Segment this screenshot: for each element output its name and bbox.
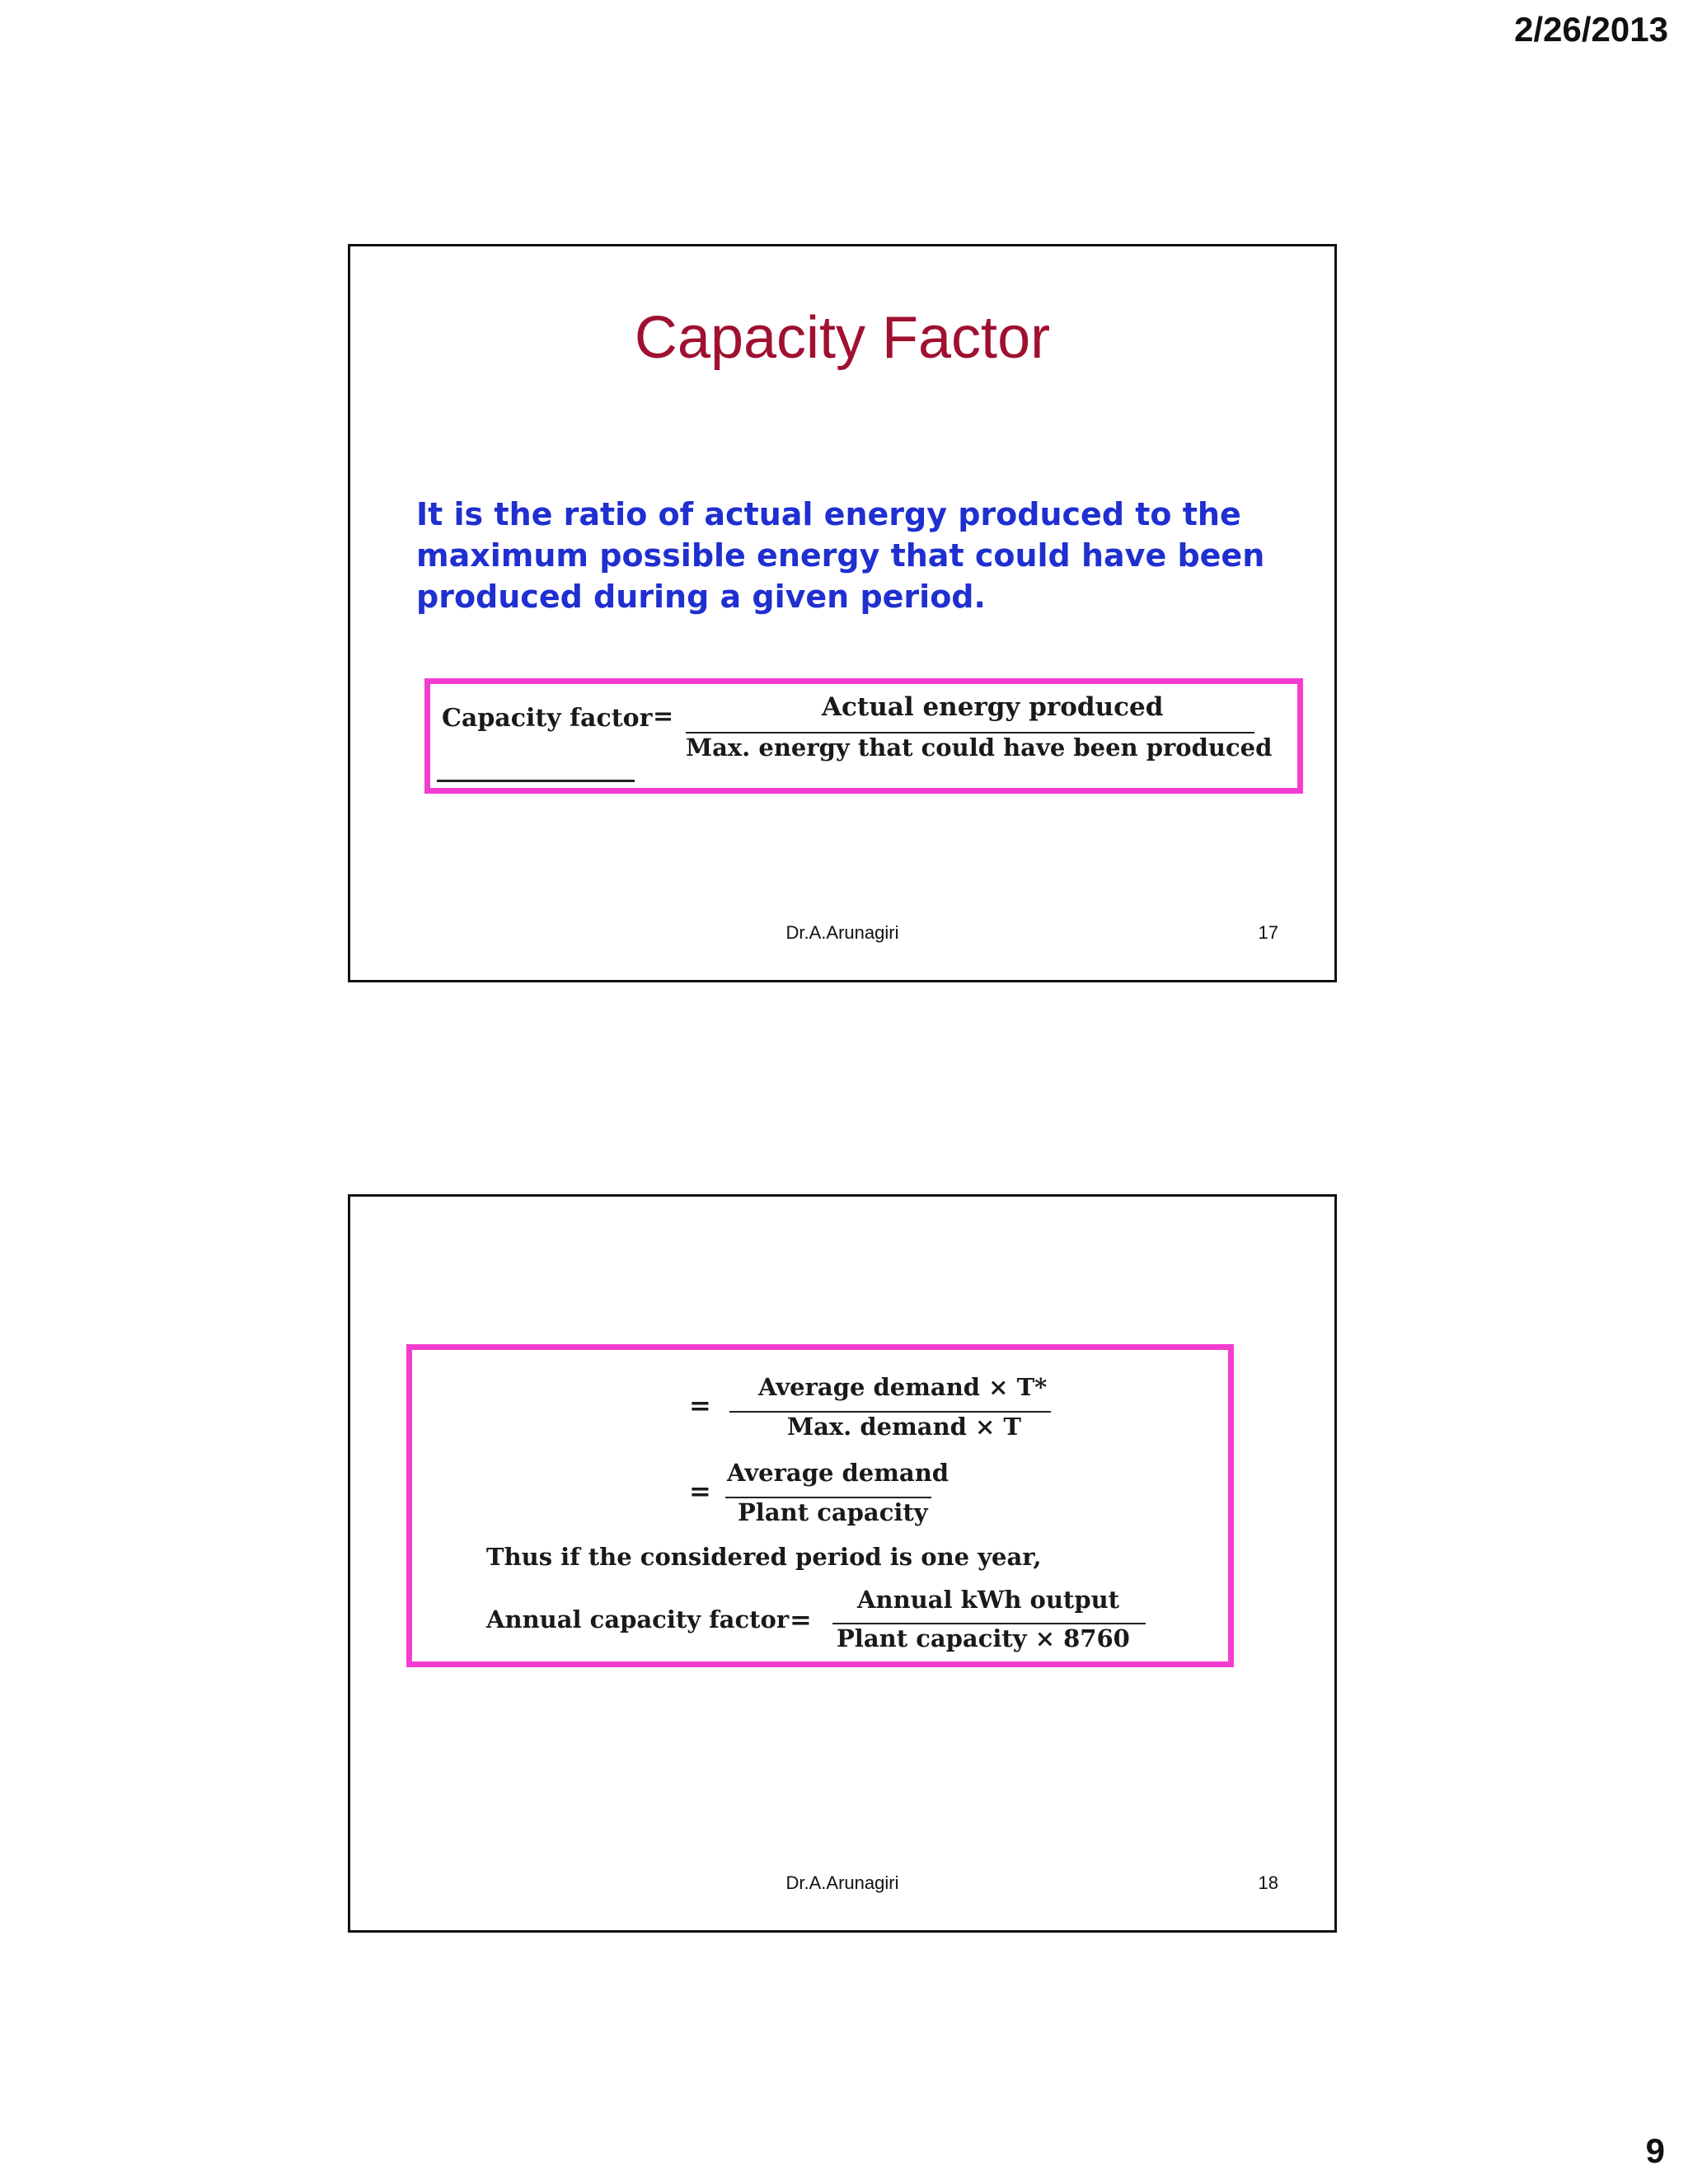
equals-sign: = [653,702,674,731]
formula2-denominator: Plant capacity [738,1498,928,1526]
formula-denominator: Max. energy that could have been produced [686,733,1273,762]
slide-18 [348,1194,1337,1933]
capacity-factor-formula [424,678,1303,794]
formula3-numerator: Annual kWh output [857,1586,1120,1614]
formula3-lhs: Annual capacity factor [486,1605,790,1633]
header-date: 2/26/2013 [1514,10,1668,49]
footer-author: Dr.A.Arunagiri [785,1872,899,1893]
slide-title: Capacity Factor [634,305,1051,371]
page-number: 9 [1645,2131,1665,2170]
footer-author: Dr.A.Arunagiri [785,922,899,943]
slide-17 [348,244,1337,982]
formula1-denominator: Max. demand × T [787,1413,1022,1441]
note-text: Thus if the considered period is one year, [486,1543,1042,1571]
formula-lhs: Capacity factor [442,704,653,733]
formula1-numerator: Average demand × T* [758,1373,1048,1401]
definition-text: It is the ratio of actual energy produced to the maximum possible energy that could have been produced during a given period. [416,496,1265,615]
formula3-denominator: Plant capacity × 8760 [837,1624,1130,1652]
slide-number: 18 [1258,1872,1278,1893]
formula-numerator: Actual energy produced [822,692,1164,722]
formula2-numerator: Average demand [727,1459,950,1487]
equals-sign: = [790,1604,812,1635]
equals-sign: = [689,1475,711,1507]
slide-number: 17 [1258,922,1278,943]
underline-rule [437,780,635,782]
capacity-factor-derivation [406,1344,1234,1667]
equals-sign: = [689,1390,711,1421]
